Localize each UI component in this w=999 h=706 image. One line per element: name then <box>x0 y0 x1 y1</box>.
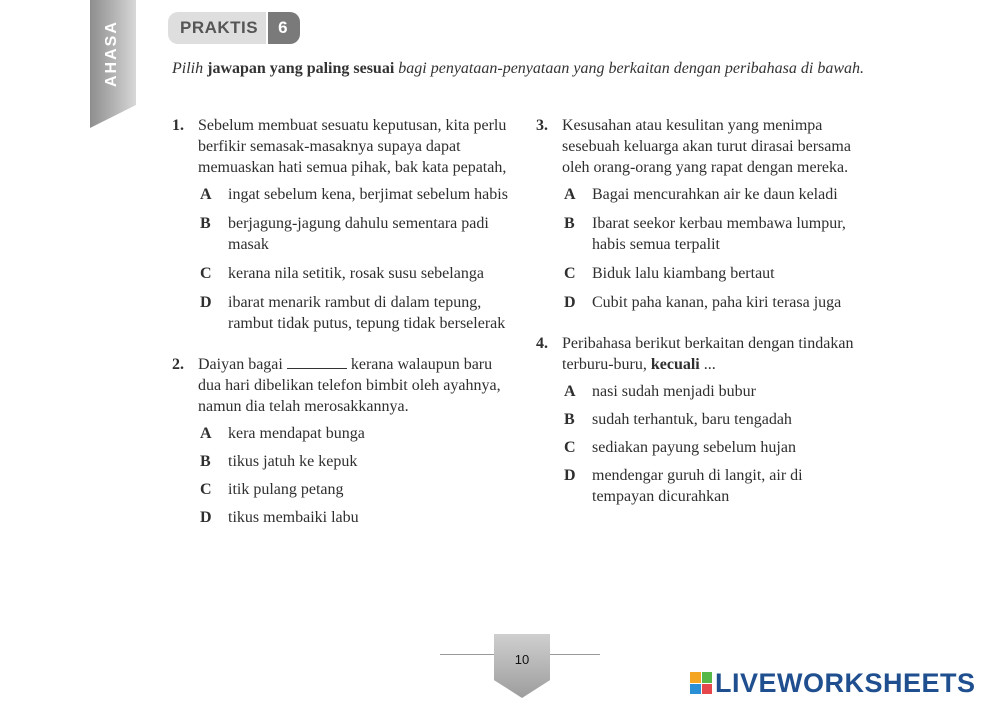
option-1a[interactable] <box>200 184 512 205</box>
right-column <box>536 115 866 515</box>
option-text: mendengar guruh di langit, air di tempayan dicurahkan <box>592 467 803 505</box>
option-text: berjagung-jagung dahulu sementara padi masak <box>228 215 489 253</box>
option-2c[interactable] <box>200 479 512 500</box>
option-4c[interactable] <box>564 437 866 458</box>
liveworksheets-logo <box>690 668 976 698</box>
praktis-number: 6 <box>268 12 299 44</box>
option-letter: D <box>564 294 576 311</box>
option-2d[interactable] <box>200 507 512 528</box>
option-letter: B <box>200 453 211 470</box>
question-number: 3. <box>536 117 548 134</box>
question-number: 2. <box>172 356 184 373</box>
option-text: nasi sudah menjadi bubur <box>592 383 756 400</box>
option-letter: A <box>200 186 212 203</box>
question-number: 4. <box>536 335 548 352</box>
option-letter: A <box>200 425 212 442</box>
option-text: sediakan payung sebelum hujan <box>592 439 796 456</box>
option-text: Ibarat seekor kerbau membawa lumpur, habis semua terpalit <box>592 215 846 253</box>
option-3c[interactable] <box>564 263 866 284</box>
liveworksheets-icon <box>690 672 712 694</box>
option-4d[interactable] <box>564 465 866 507</box>
instruction-bold: jawapan yang paling sesuai <box>207 60 395 77</box>
option-letter: A <box>564 383 576 400</box>
option-letter: A <box>564 186 576 203</box>
question-4 <box>536 333 866 375</box>
logo-square <box>690 684 701 695</box>
option-1d[interactable] <box>200 292 512 334</box>
option-3d[interactable] <box>564 292 866 313</box>
option-text: ingat sebelum kena, berjimat sebelum habis <box>228 186 508 203</box>
option-2a[interactable] <box>200 423 512 444</box>
option-text: Cubit paha kanan, paha kiri terasa juga <box>592 294 842 311</box>
option-text: kerana nila setitik, rosak susu sebelanga <box>228 265 484 282</box>
option-text: Bagai mencurahkan air ke daun keladi <box>592 186 838 203</box>
liveworksheets-text: LIVEWORKSHEETS <box>715 667 976 698</box>
option-text: tikus membaiki labu <box>228 509 359 526</box>
option-3b[interactable] <box>564 213 866 255</box>
instruction-text: Pilih jawapan yang paling sesuai bagi penyataan-penyataan yang berkaitan dengan peribahasa di bawah. <box>172 60 864 77</box>
option-text: itik pulang petang <box>228 481 344 498</box>
option-letter: C <box>200 265 212 282</box>
fill-blank <box>287 355 347 369</box>
question-number: 1. <box>172 117 184 134</box>
question-text: Daiyan bagai kerana walaupun baru dua hari dibelikan telefon bimbit oleh ayahnya, namun dia telah merosakkannya. <box>198 356 501 415</box>
option-text: kera mendapat bunga <box>228 425 365 442</box>
option-letter: C <box>200 481 212 498</box>
option-letter: B <box>200 215 211 232</box>
question-text: Sebelum membuat sesuatu keputusan, kita perlu berfikir semasak-masaknya supaya dapat memuaskan hati semua pihak, bak kata pepatah, <box>198 117 507 176</box>
option-4a[interactable] <box>564 381 866 402</box>
question-2 <box>172 354 512 417</box>
option-1b[interactable] <box>200 213 512 255</box>
option-1c[interactable] <box>200 263 512 284</box>
option-text: Biduk lalu kiambang bertaut <box>592 265 775 282</box>
option-text: ibarat menarik rambut di dalam tepung, rambut tidak putus, tepung tidak berselerak <box>228 294 506 332</box>
logo-square <box>690 672 701 683</box>
praktis-label: PRAKTIS <box>168 12 266 44</box>
praktis-header <box>168 10 300 46</box>
option-letter: C <box>564 265 576 282</box>
question-text: Kesusahan atau kesulitan yang menimpa sesebuah keluarga akan turut dirasai bersama oleh orang-orang yang rapat dengan mereka. <box>562 117 851 176</box>
option-letter: C <box>564 439 576 456</box>
page-number: 10 <box>514 652 530 667</box>
option-text: sudah terhantuk, baru tengadah <box>592 411 792 428</box>
option-letter: D <box>200 509 212 526</box>
logo-square <box>702 672 713 683</box>
logo-square <box>702 684 713 695</box>
option-letter: B <box>564 215 575 232</box>
option-letter: D <box>564 467 576 484</box>
left-column <box>172 115 512 536</box>
question-1 <box>172 115 512 178</box>
option-letter: B <box>564 411 575 428</box>
question-text: Peribahasa berikut berkaitan dengan tindakan terburu-buru, kecuali ... <box>562 335 854 373</box>
option-letter: D <box>200 294 212 311</box>
option-3a[interactable] <box>564 184 866 205</box>
option-4b[interactable] <box>564 409 866 430</box>
side-tab-label: AHASA <box>103 20 120 88</box>
option-2b[interactable] <box>200 451 512 472</box>
question-3 <box>536 115 866 178</box>
option-text: tikus jatuh ke kepuk <box>228 453 358 470</box>
